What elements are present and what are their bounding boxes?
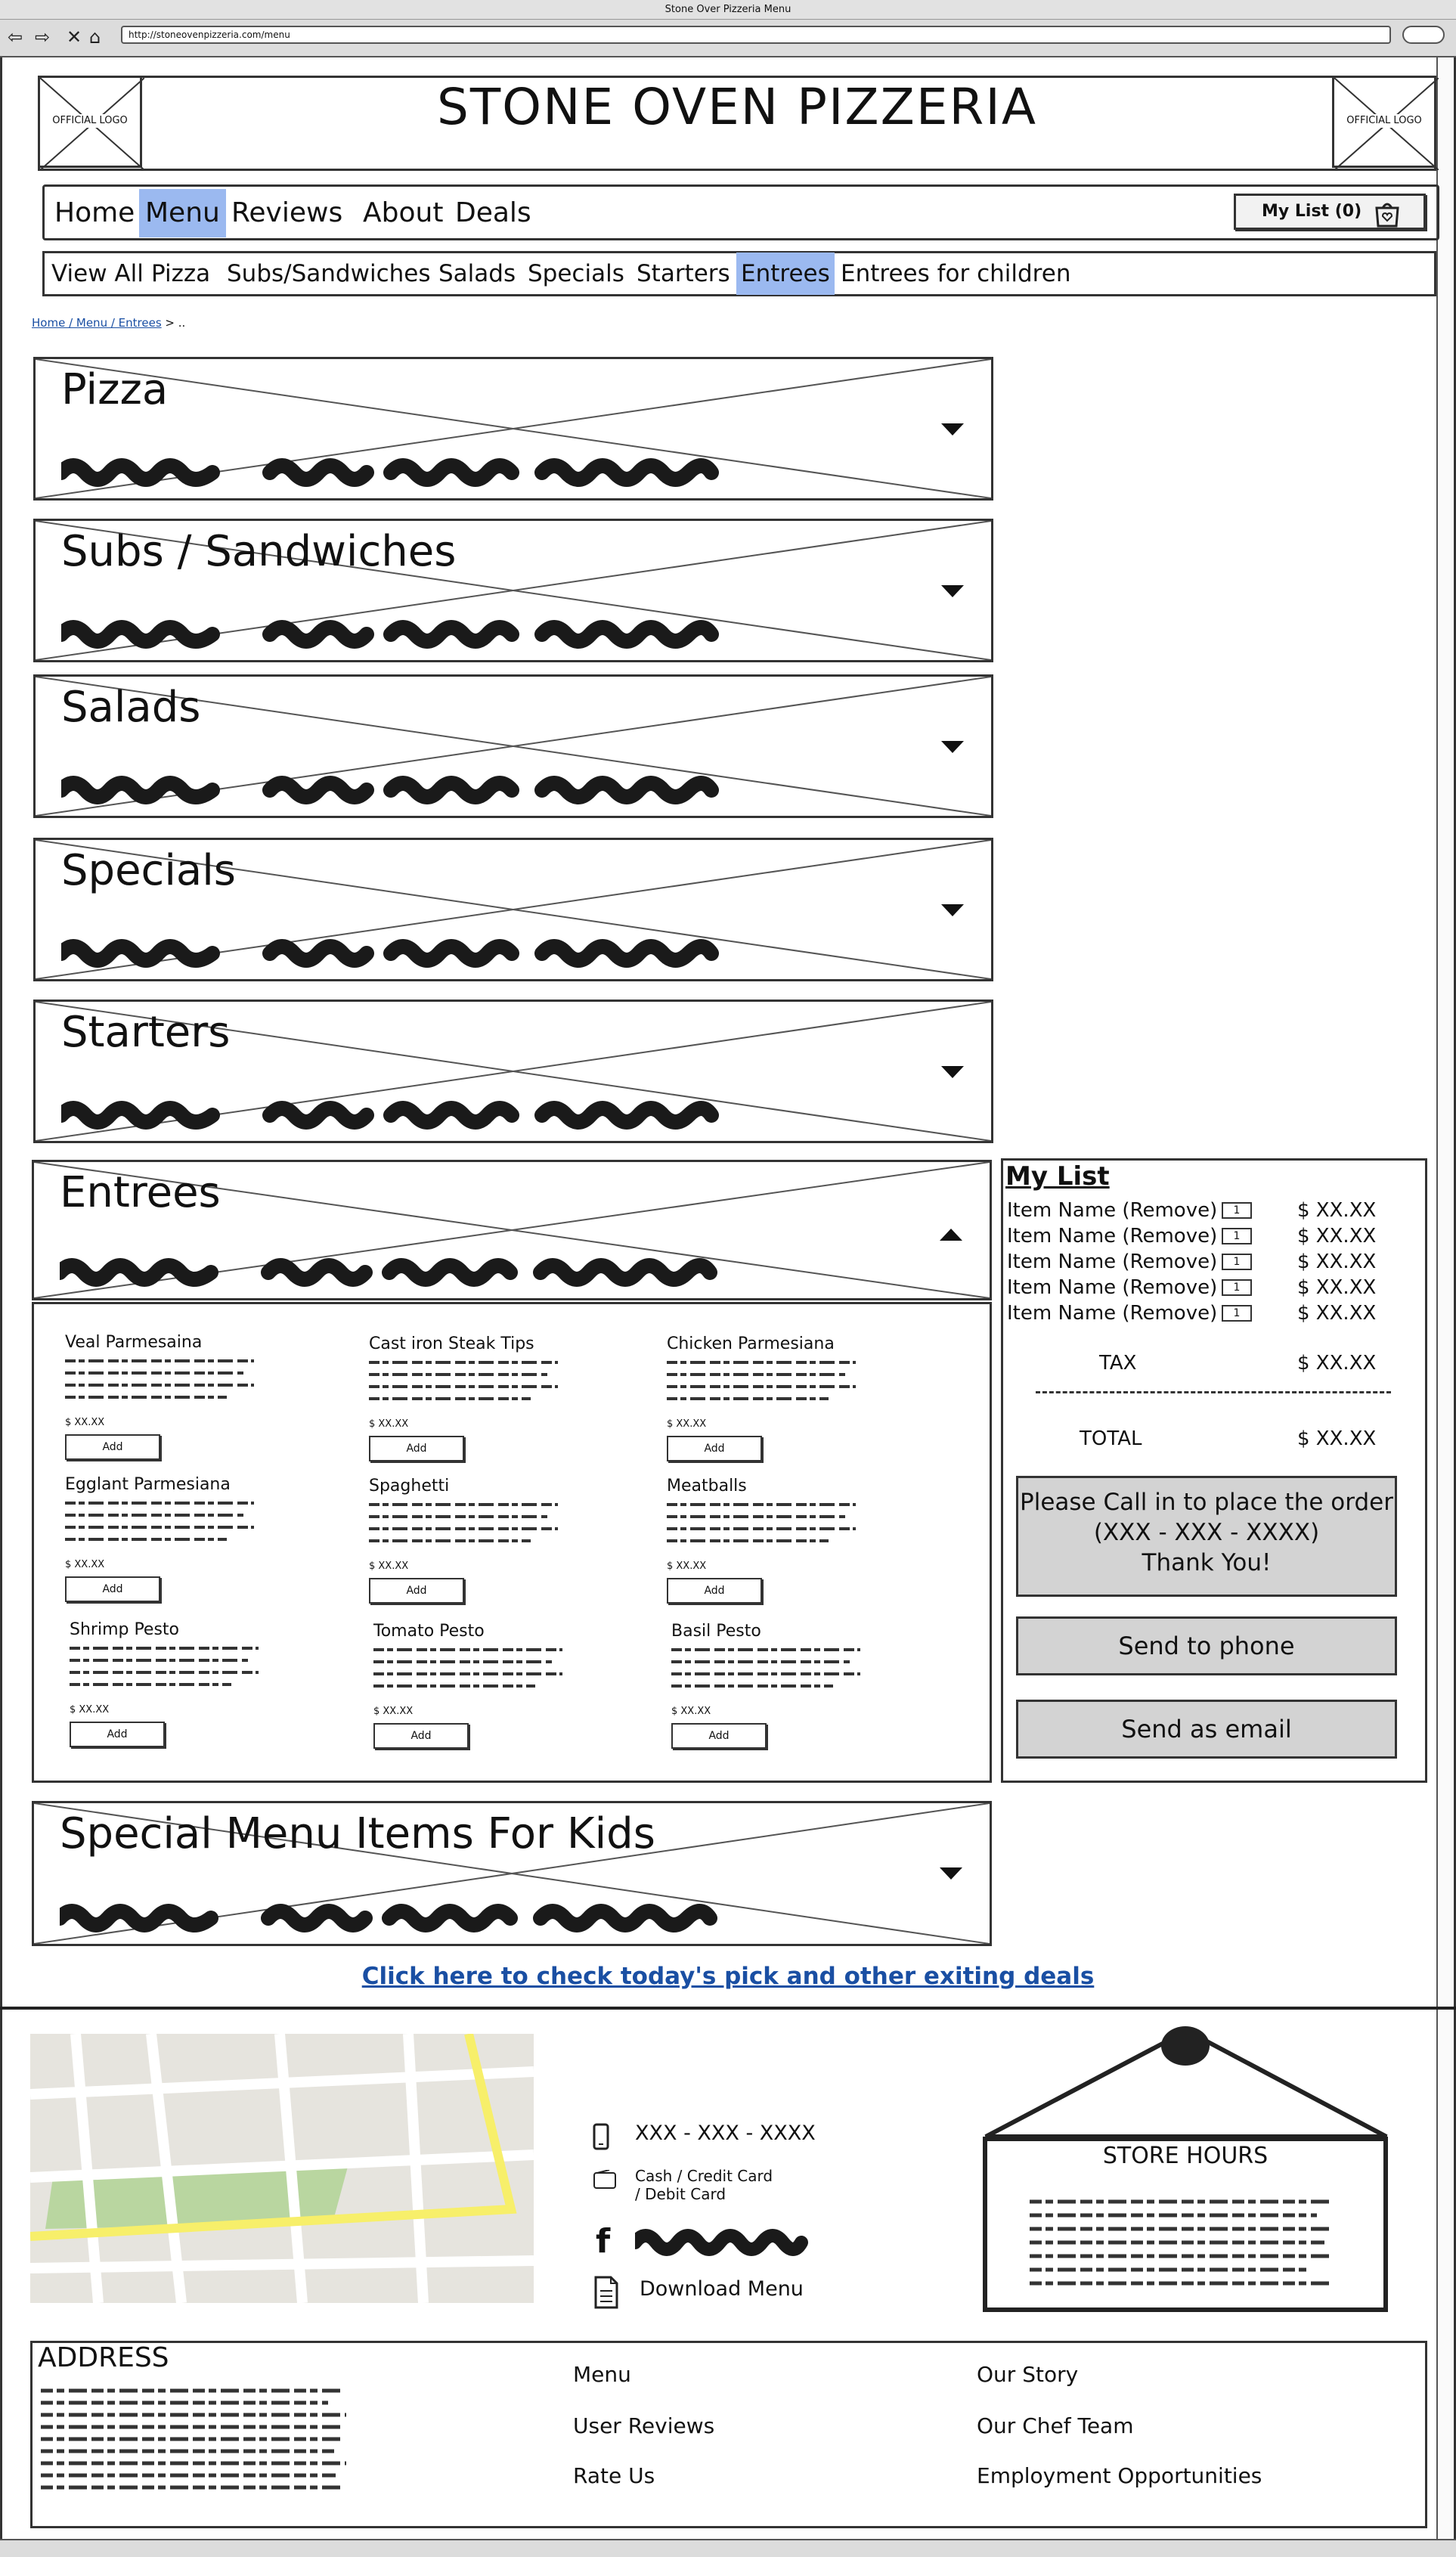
footer-link-our-story[interactable]: Our Story [977,2362,1079,2387]
add-button[interactable]: Add [667,1436,762,1461]
description-scribble [65,1353,254,1409]
section-entrees[interactable] [32,1160,992,1300]
quantity-stepper[interactable]: 1 [1222,1305,1252,1322]
chevron-up-icon[interactable] [940,1229,962,1241]
menu-item [671,1621,898,1749]
subnav-view-all[interactable]: View All [51,260,144,287]
description-scribble [667,1355,856,1411]
section-specials[interactable] [33,838,993,981]
section-salads[interactable] [33,674,993,818]
add-button[interactable]: Add [369,1578,464,1604]
send-to-phone-button[interactable]: Send to phone [1016,1616,1397,1675]
chevron-down-icon[interactable] [941,1066,964,1078]
section-subs-sandwiches[interactable] [33,519,993,662]
wallet-icon [593,2170,617,2190]
chevron-down-icon[interactable] [941,741,964,753]
logo-left[interactable] [38,76,142,168]
breadcrumb [32,316,185,330]
tax-label: TAX [1099,1352,1137,1375]
footer-link-chef-team[interactable]: Our Chef Team [977,2413,1134,2438]
breadcrumb-link[interactable]: Home / Menu / Entrees [32,316,162,330]
description-scribble [369,1497,558,1553]
social-handle-scribble [635,2227,809,2258]
tax-value: $ XX.XX [1297,1352,1377,1375]
facebook-icon[interactable]: f [596,2222,611,2261]
description-scribble [667,1497,856,1553]
section-title: Special Menu Items For Kids [60,1809,655,1858]
add-button[interactable]: Add [667,1578,762,1604]
scribble-text [60,1257,725,1288]
call-line-1: Please Call in to place the order [1020,1489,1393,1516]
item-price: $ XX.XX [667,1418,707,1430]
item-name: Basil Pesto [671,1622,761,1641]
list-item-name[interactable]: Item Name (Remove) [1007,1251,1218,1273]
scribble-text [61,1100,726,1130]
nav-menu[interactable]: Menu [139,189,226,237]
store-hours-title: STORE HOURS [1102,2143,1269,2169]
footer-link-employment[interactable]: Employment Opportunities [977,2463,1262,2488]
section-starters[interactable] [33,1000,993,1143]
item-name: Meatballs [667,1477,747,1495]
document-icon [594,2276,618,2309]
add-button[interactable]: Add [369,1436,464,1461]
item-price: $ XX.XX [70,1704,110,1716]
quantity-stepper[interactable]: 1 [1222,1202,1252,1219]
divider [1036,1391,1391,1393]
list-item-name[interactable]: Item Name (Remove) [1007,1276,1218,1299]
subnav-specials[interactable]: Specials [528,260,624,287]
site-title: STONE OVEN PIZZERIA [436,78,1038,136]
add-button[interactable]: Add [65,1576,160,1602]
url-bar[interactable]: http://stoneovenpizzeria.com/menu [121,26,1391,44]
scribble-text [61,619,726,649]
browser-toolbar [0,20,1456,57]
menu-item [667,1476,894,1604]
scribble-text [61,938,726,969]
item-name: Chicken Parmesiana [667,1334,835,1353]
list-item-name[interactable]: Item Name (Remove) [1007,1302,1218,1325]
section-title: Entrees [60,1168,221,1217]
payment-line-1: Cash / Credit Card [635,2167,773,2185]
section-title: Pizza [61,365,169,414]
scribble-text [60,1903,725,1933]
list-item-price: $ XX.XX [1297,1276,1377,1299]
chevron-down-icon[interactable] [941,423,964,435]
list-item-name[interactable]: Item Name (Remove) [1007,1225,1218,1248]
item-name: Cast iron Steak Tips [369,1334,534,1353]
section-pizza[interactable] [33,357,993,501]
home-icon[interactable]: ⌂ [89,26,101,48]
phone-icon [593,2123,609,2150]
chevron-down-icon[interactable] [940,1867,962,1880]
scribble-text [61,775,726,805]
menu-item [369,1334,596,1461]
menu-item [369,1476,596,1604]
address-scribble [41,2386,351,2500]
scribble-text [61,457,726,488]
list-item-name[interactable]: Item Name (Remove) [1007,1199,1218,1222]
menu-item [373,1621,600,1749]
footer-link-user-reviews[interactable]: User Reviews [573,2413,715,2438]
logo-label: OFFICIAL LOGO [1334,114,1434,128]
item-price: $ XX.XX [369,1561,409,1572]
quantity-stepper[interactable]: 1 [1222,1279,1252,1296]
window-title: Stone Over Pizzeria Menu [0,0,1456,20]
my-list-button[interactable] [1234,194,1426,230]
footer-link-rate-us[interactable]: Rate Us [573,2463,655,2488]
item-price: $ XX.XX [373,1706,414,1717]
nav-deals[interactable]: Deals [455,197,531,228]
nav-reviews[interactable]: Reviews [231,197,343,228]
list-item-price: $ XX.XX [1297,1225,1377,1248]
download-menu-link[interactable]: Download Menu [640,2277,804,2301]
quantity-stepper[interactable]: 1 [1222,1254,1252,1270]
store-hours-roof [980,2023,1392,2141]
call-line-2: (XXX - XXX - XXXX) [1093,1519,1320,1546]
deals-link[interactable]: Click here to check today's pick and other exiting deals [361,1963,1095,1990]
address-title: ADDRESS [38,2342,169,2373]
my-list-title: My List [1005,1161,1110,1192]
section-title: Starters [61,1008,231,1057]
breadcrumb-trail: > .. [165,316,186,330]
payment-line-2: / Debit Card [635,2185,726,2203]
close-icon[interactable]: ✕ [67,26,82,48]
store-hours-scribble [1030,2196,1332,2294]
item-name: Tomato Pesto [373,1622,485,1641]
subnav-entrees[interactable]: Entrees [736,253,835,295]
logo-right[interactable] [1332,76,1436,168]
status-bar [0,2539,1456,2557]
list-item-price: $ XX.XX [1297,1199,1377,1222]
menu-item [65,1474,292,1602]
chevron-down-icon[interactable] [941,585,964,597]
send-as-email-button[interactable]: Send as email [1016,1700,1397,1759]
forward-icon[interactable]: ⇨ [35,26,51,48]
item-price: $ XX.XX [65,1417,105,1428]
my-list-button-label: My List (0) [1262,202,1362,221]
subnav-entrees-for-children[interactable]: Entrees for children [841,260,1071,287]
item-price: $ XX.XX [667,1561,707,1572]
item-price: $ XX.XX [65,1559,105,1570]
chevron-down-icon[interactable] [941,904,964,916]
subnav-starters[interactable]: Starters [637,260,730,287]
item-name: Veal Parmesaina [65,1333,203,1352]
subnav-pizza[interactable]: Pizza [151,260,211,287]
list-item-price: $ XX.XX [1297,1251,1377,1273]
item-price: $ XX.XX [369,1418,409,1430]
total-label: TOTAL [1080,1427,1142,1450]
call-to-order-notice [1016,1476,1397,1597]
section-title: Subs / Sandwiches [61,527,457,576]
menu-item [65,1332,292,1460]
back-icon[interactable]: ⇦ [8,26,23,48]
item-name: Spaghetti [369,1477,450,1495]
add-button[interactable]: Add [671,1723,767,1749]
item-price: $ XX.XX [671,1706,711,1717]
footer-link-menu[interactable]: Menu [573,2362,631,2387]
description-scribble [70,1641,259,1697]
subnav-salads[interactable]: Salads [438,260,516,287]
section-kids-menu[interactable] [32,1801,992,1946]
section-title: Salads [61,683,201,732]
total-value: $ XX.XX [1297,1427,1377,1450]
nav-about[interactable]: About [363,197,444,228]
menu-item [667,1334,894,1461]
shopping-bag-icon [1372,200,1402,228]
call-line-3: Thank You! [1142,1549,1272,1576]
logo-label: OFFICIAL LOGO [40,114,140,128]
phone-number[interactable]: XXX - XXX - XXXX [635,2122,816,2145]
item-name: Shrimp Pesto [70,1620,180,1639]
section-divider [0,2007,1456,2010]
quantity-stepper[interactable]: 1 [1222,1228,1252,1244]
description-scribble [369,1355,558,1411]
list-item-price: $ XX.XX [1297,1302,1377,1325]
add-button[interactable]: Add [373,1723,469,1749]
subnav-subs-sandwiches[interactable]: Subs/Sandwiches [227,260,431,287]
map[interactable] [30,2034,534,2303]
browser-search-icon[interactable] [1402,26,1445,44]
vertical-scrollbar[interactable] [1436,57,1453,2540]
menu-item [70,1619,296,1747]
description-scribble [65,1495,254,1551]
description-scribble [671,1642,860,1698]
section-title: Specials [61,846,236,895]
description-scribble [373,1642,562,1698]
add-button[interactable]: Add [65,1434,160,1460]
nav-home[interactable]: Home [54,197,135,228]
add-button[interactable]: Add [70,1722,165,1747]
item-name: Egglant Parmesiana [65,1475,231,1494]
